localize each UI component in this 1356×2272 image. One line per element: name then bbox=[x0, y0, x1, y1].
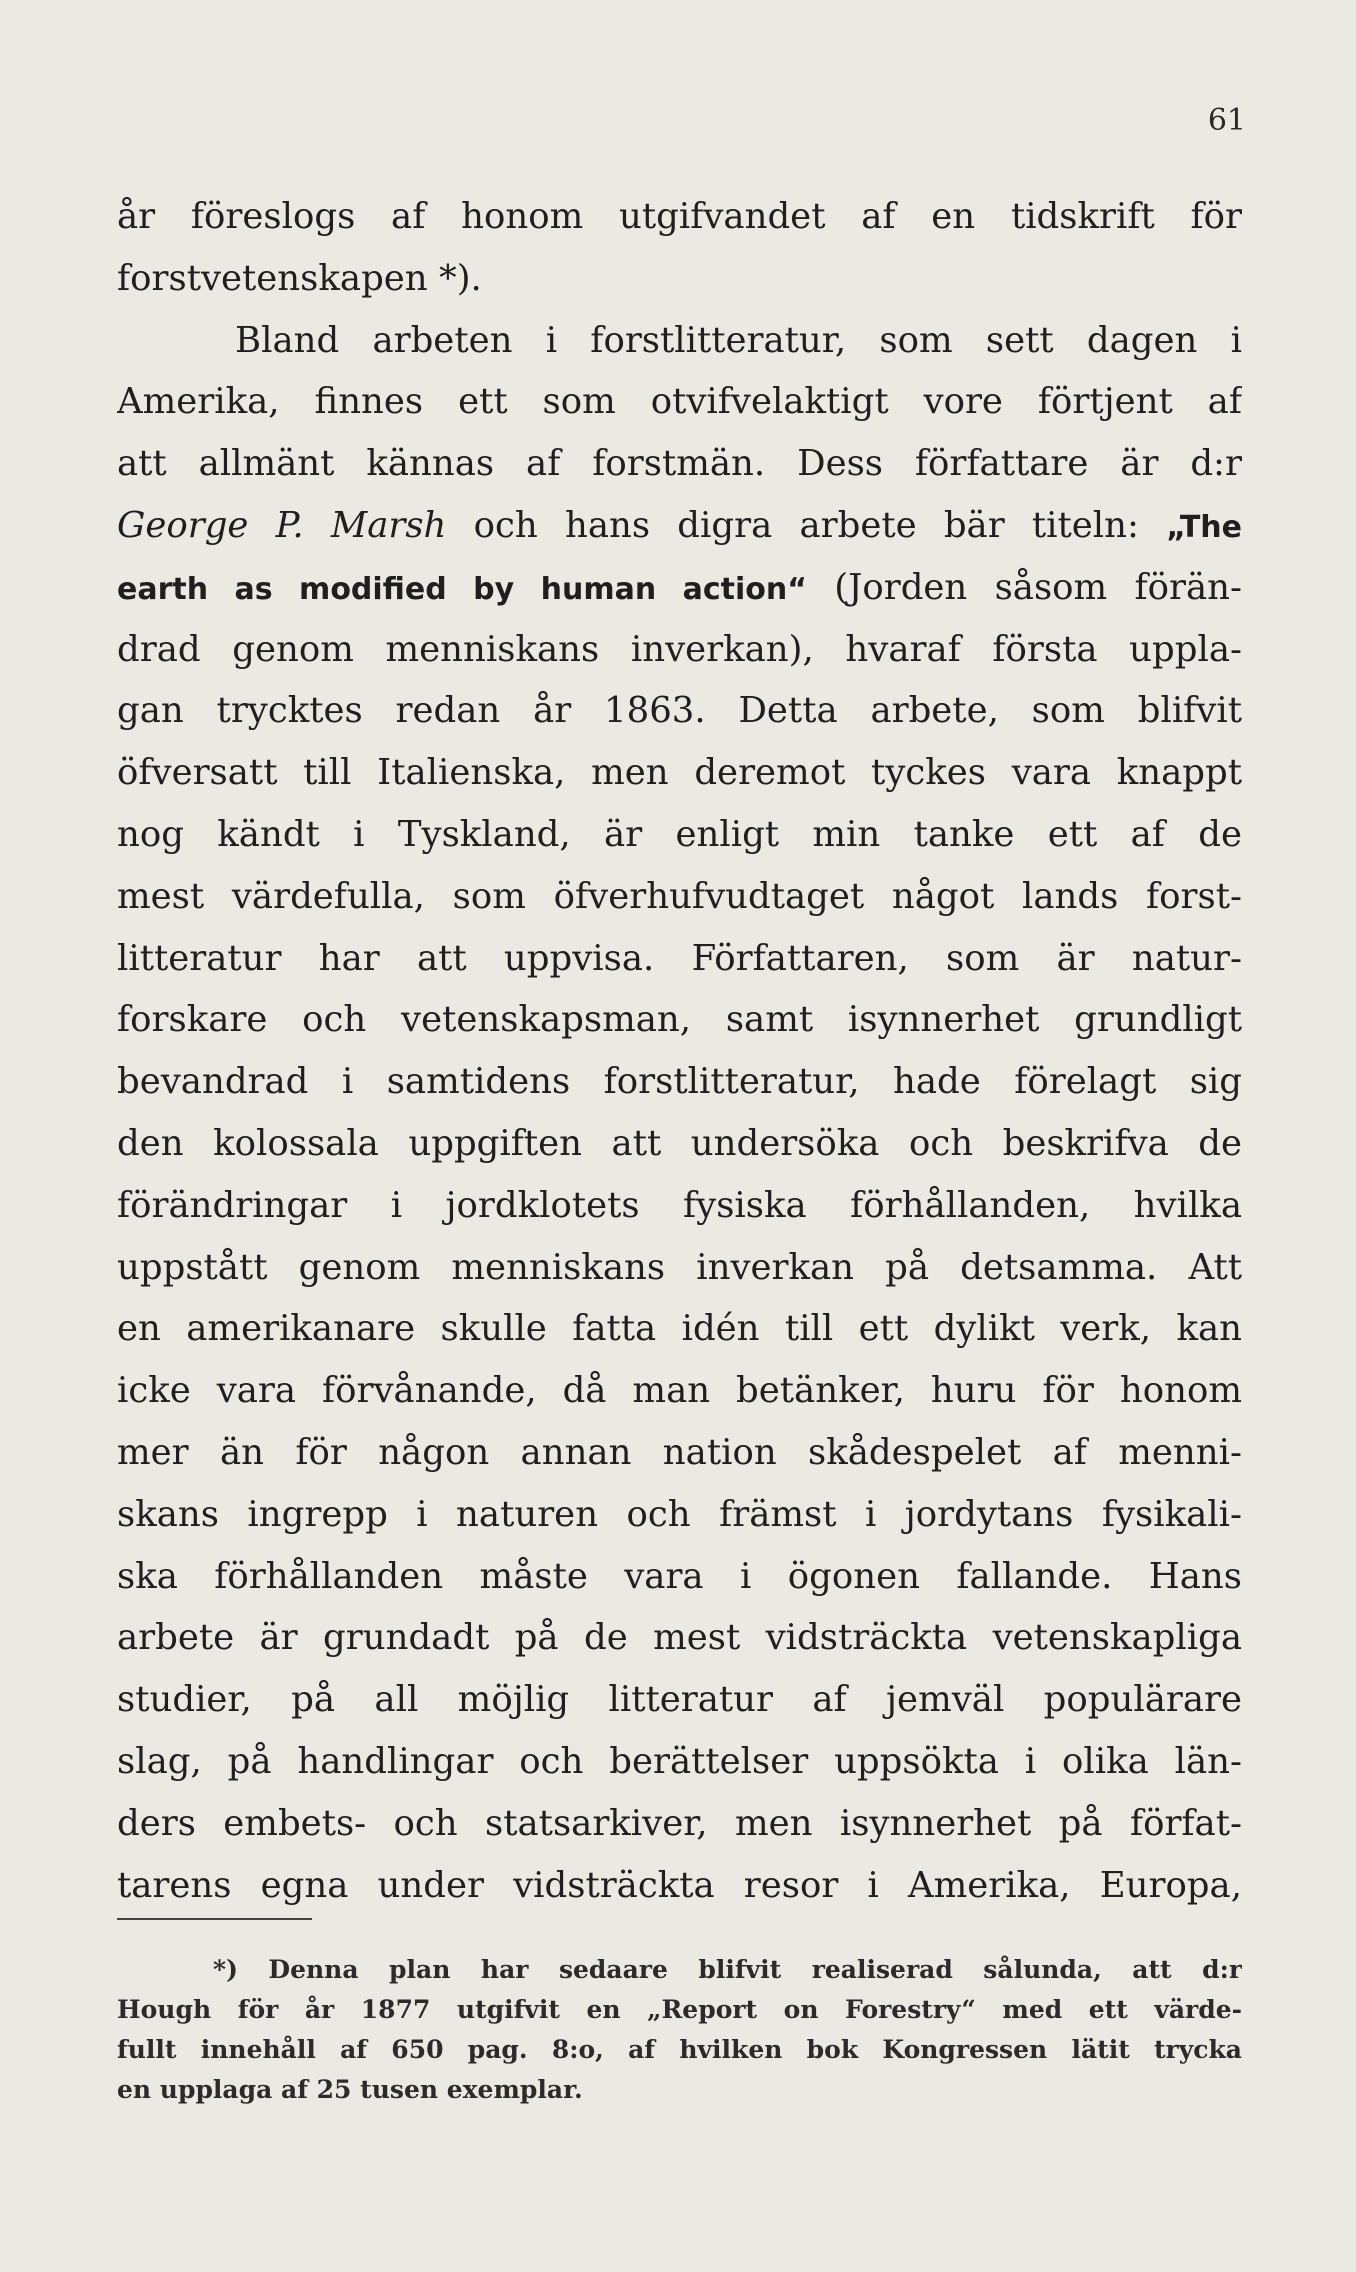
text-line: att allmänt kännas af forstmän. Dess författare är d:r bbox=[117, 443, 1242, 485]
text-line: icke vara förvånande, då man betänker, huru för honom bbox=[117, 1370, 1242, 1412]
footnote-divider bbox=[117, 1918, 312, 1920]
body-text bbox=[117, 186, 1242, 1916]
text-line: tarens egna under vidsträckta resor i Amerika, Europa, bbox=[117, 1864, 1242, 1906]
text-line: drad genom menniskans inverkan), hvaraf första uppla- bbox=[117, 628, 1242, 670]
book-title-start: „The bbox=[1166, 509, 1242, 545]
text-line: slag, på handlingar och berättelser uppsökta i olika län- bbox=[117, 1740, 1242, 1782]
text-line: nog kändt i Tyskland, är enligt min tanke ett af de bbox=[117, 813, 1242, 855]
text-line: Bland arbeten i forstlitteratur, som sett dagen i bbox=[235, 319, 1242, 361]
text-line: arbete är grundadt på de mest vidsträckta vetenskapliga bbox=[117, 1617, 1242, 1659]
text-line: bevandrad i samtidens forstlitteratur, hade förelagt sig bbox=[117, 1061, 1242, 1103]
text-line: gan trycktes redan år 1863. Detta arbete, som blifvit bbox=[117, 690, 1242, 732]
text-line: forskare och vetenskapsman, samt isynnerhet grundligt bbox=[117, 999, 1242, 1041]
footnote-line: en upplaga af 25 tusen exemplar. bbox=[117, 2075, 583, 2104]
text-line: ders embets- och statsarkiver, men isynnerhet på förfat- bbox=[117, 1802, 1242, 1844]
text-line: mest värdefulla, som öfverhufvudtaget något lands forst- bbox=[117, 875, 1242, 917]
text-line: uppstått genom menniskans inverkan på detsamma. Att bbox=[117, 1246, 1242, 1288]
footnote-line: *) Denna plan har sedaare blifvit realiserad sålunda, att d:r bbox=[213, 1955, 1242, 1984]
text-line: Amerika, finnes ett som otvifvelaktigt vore förtjent af bbox=[117, 381, 1242, 423]
text-line: år föreslogs af honom utgifvandet af en tidskrift för bbox=[117, 196, 1242, 237]
text-line: förändringar i jordklotets fysiska förhållanden, hvilka bbox=[117, 1184, 1242, 1226]
text-line: öfversatt till Italienska, men deremot tyckes vara knappt bbox=[117, 752, 1242, 794]
text-line: George P. Marsh och hans digra arbete bär titeln: „The bbox=[117, 504, 1242, 546]
text-line: forstvetenskapen *). bbox=[117, 257, 482, 299]
text-line: mer än för någon annan nation skådespelet af menni- bbox=[117, 1431, 1242, 1473]
author-name: George P. Marsh bbox=[117, 504, 447, 546]
text-line: litteratur har att uppvisa. Författaren, som är natur- bbox=[117, 937, 1242, 979]
footnote-line: fullt innehåll af 650 pag. 8:o, af hvilken bok Kongressen lätit trycka bbox=[117, 2035, 1242, 2064]
text-line: en amerikanare skulle fatta idén till ett dylikt verk, kan bbox=[117, 1308, 1242, 1350]
text-line: earth as modified by human action“ (Jorden såsom förän- bbox=[117, 566, 1242, 608]
book-title-rest: earth as modified by human action“ bbox=[117, 571, 807, 607]
page-number: 61 bbox=[1207, 103, 1246, 138]
text-line: den kolossala uppgiften att undersöka och beskrifva de bbox=[117, 1122, 1242, 1164]
text-line: skans ingrepp i naturen och främst i jordytans fysikali- bbox=[117, 1493, 1242, 1535]
text-line: ska förhållanden måste vara i ögonen fallande. Hans bbox=[117, 1555, 1242, 1597]
text-line: studier, på all möjlig litteratur af jemväl populärare bbox=[117, 1679, 1242, 1721]
footnote-line: Hough för år 1877 utgifvit en „Report on Forestry“ med ett värde- bbox=[117, 1995, 1242, 2024]
footnote bbox=[117, 1950, 1242, 2110]
